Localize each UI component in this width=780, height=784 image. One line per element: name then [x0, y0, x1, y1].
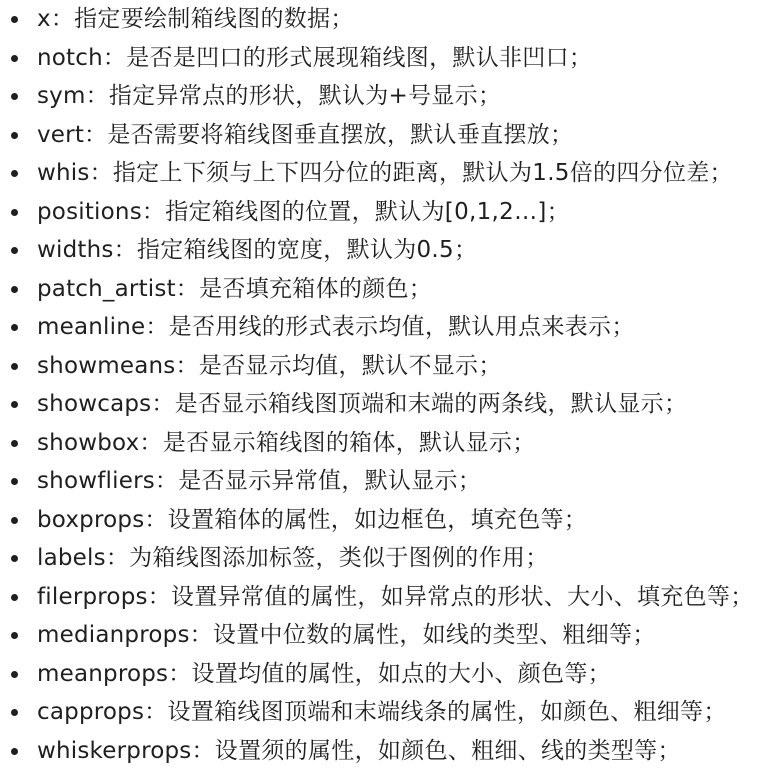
bullet-icon	[11, 247, 18, 254]
param-description: ：指定异常点的形状，默认为+号显示；	[85, 83, 502, 109]
param-description: ：是否显示箱线图顶端和末端的两条线，默认显示；	[151, 391, 688, 417]
list-item-showfliers	[0, 462, 780, 501]
param-description: ：设置箱线图顶端和末端线条的属性，如颜色、粗细等；	[144, 699, 727, 725]
list-item-notch	[0, 39, 780, 78]
param-description: ：是否是凹口的形式展现箱线图，默认非凹口；	[102, 44, 593, 71]
param-description: ：指定箱线图的宽度，默认为0.5；	[113, 237, 478, 263]
param-name: meanprops	[37, 660, 169, 687]
bullet-icon	[11, 555, 18, 562]
param-name: x	[37, 6, 51, 32]
param-description: ：是否显示箱线图的箱体，默认显示；	[139, 429, 536, 456]
bullet-icon	[11, 286, 18, 293]
bullet-icon	[11, 478, 18, 485]
param-description: ：是否填充箱体的颜色；	[175, 275, 433, 302]
param-description: ：是否用线的形式表示均值，默认用点来表示；	[145, 314, 635, 340]
list-item-capprops	[0, 693, 780, 732]
param-description: ：设置须的属性，如颜色、粗细、线的类型等；	[191, 737, 681, 764]
param-description: ：是否需要将箱线图垂直摆放，默认垂直摆放；	[84, 121, 574, 148]
list-item-widths	[0, 231, 780, 270]
param-name: positions	[37, 198, 142, 225]
list-item-labels	[0, 539, 780, 578]
param-name: boxprops	[37, 506, 145, 533]
bullet-icon	[11, 748, 18, 755]
param-description: ：设置中位数的属性，如线的类型、粗细等；	[189, 622, 656, 648]
list-item-meanline	[0, 308, 780, 347]
param-name: patch_artist	[37, 275, 176, 302]
param-description: ：是否显示均值，默认不显示；	[175, 352, 502, 379]
param-name: labels	[37, 545, 106, 571]
list-item-showmeans	[0, 347, 780, 386]
param-name: sym	[37, 83, 86, 109]
list-item-sym	[0, 77, 780, 116]
list-item-patch-artist	[0, 270, 780, 309]
param-name: medianprops	[37, 622, 190, 648]
param-name: whiskerprops	[37, 737, 192, 764]
param-name: meanline	[37, 314, 146, 340]
bullet-icon	[11, 401, 18, 408]
bullet-icon	[11, 209, 18, 216]
param-name: capprops	[37, 699, 145, 725]
bullet-icon	[11, 517, 18, 524]
list-item-filerprops	[0, 578, 780, 617]
bullet-icon	[11, 170, 18, 177]
list-item-positions	[0, 193, 780, 232]
param-description: ：是否显示异常值，默认显示；	[154, 468, 482, 494]
bullet-icon	[11, 632, 18, 639]
list-item-vert	[0, 116, 780, 155]
param-description: ：设置均值的属性，如点的大小、颜色等；	[168, 660, 611, 687]
list-item-showbox	[0, 424, 780, 463]
param-name: showbox	[37, 429, 140, 456]
bullet-icon	[11, 132, 18, 139]
param-name: showmeans	[37, 352, 176, 379]
list-item-boxprops	[0, 501, 780, 540]
bullet-icon	[11, 16, 18, 23]
bullet-icon	[11, 440, 18, 447]
param-description: ：指定要绘制箱线图的数据；	[50, 6, 354, 32]
bullet-icon	[11, 324, 18, 331]
param-name: notch	[37, 44, 103, 71]
bullet-icon	[11, 594, 18, 601]
list-item-meanprops	[0, 655, 780, 694]
bullet-icon	[11, 93, 18, 100]
param-description: ：为箱线图添加标签，类似于图例的作用；	[105, 545, 549, 571]
list-item-medianprops	[0, 616, 780, 655]
bullet-icon	[11, 55, 18, 62]
bullet-icon	[11, 363, 18, 370]
list-item-x	[0, 0, 780, 39]
param-description: ：设置异常值的属性，如异常点的形状、大小、填充色等；	[147, 583, 754, 610]
param-description: ：指定上下须与上下四分位的距离，默认为1.5倍的四分位差；	[89, 160, 733, 186]
param-name: filerprops	[37, 583, 148, 610]
bullet-icon	[11, 709, 18, 716]
list-item-whis	[0, 154, 780, 193]
param-name: showfliers	[37, 468, 155, 494]
param-name: whis	[37, 160, 90, 186]
param-name: showcaps	[37, 391, 152, 417]
param-name: widths	[37, 237, 114, 263]
param-description: ：指定箱线图的位置，默认为[0,1,2…]；	[141, 198, 570, 225]
bullet-icon	[11, 671, 18, 678]
param-description: ：设置箱体的属性，如边框色，填充色等；	[144, 506, 588, 533]
param-name: vert	[37, 121, 85, 148]
list-item-whiskerprops	[0, 732, 780, 771]
list-item-showcaps	[0, 385, 780, 424]
